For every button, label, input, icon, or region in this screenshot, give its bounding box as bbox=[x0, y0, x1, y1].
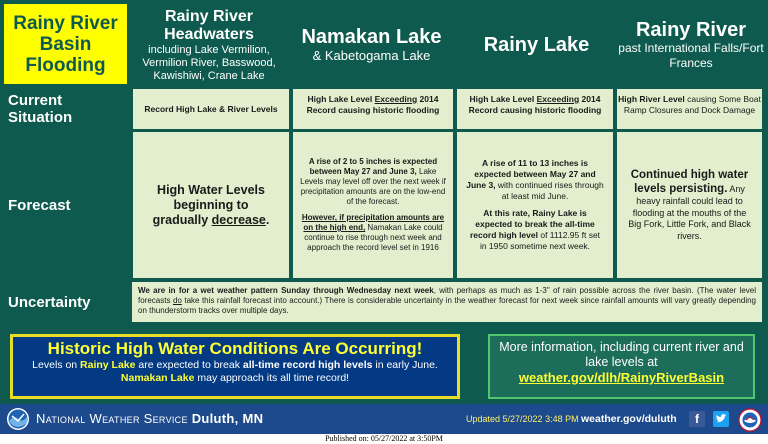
forecast-rainy-river bbox=[617, 132, 762, 278]
current-rainy-lake-ul: Exceeding bbox=[536, 94, 580, 104]
uncertainty-text2: take this rainfall forecast into account.) There is considerable uncertainty in the weather forecast for next week since rainfall amounts will vary greatly depending on thunderstorm tracks over multiple days. bbox=[138, 296, 756, 315]
alert-t4: may approach its all time record! bbox=[194, 372, 350, 384]
header-rainy-river-sub: past International Falls/Fort Frances bbox=[618, 41, 764, 70]
forecast-rainy-lake-p2 bbox=[466, 208, 604, 252]
current-rainy-lake bbox=[457, 89, 613, 129]
current-rainy-river-rest: causing Some Boat Ramp Closures and Dock Damage bbox=[623, 94, 761, 115]
row-label-uncertainty: Uncertainty bbox=[8, 293, 91, 311]
header-namakan-sub: & Kabetogama Lake bbox=[312, 48, 431, 63]
twitter-icon[interactable] bbox=[713, 411, 729, 427]
alert-t3: in early June. bbox=[372, 359, 438, 371]
forecast-namakan-p2 bbox=[300, 213, 446, 253]
uncertainty-text bbox=[132, 282, 762, 322]
title-basin-flooding: Rainy River Basin Flooding bbox=[4, 4, 127, 84]
noaa-logo-icon bbox=[6, 407, 30, 431]
more-info-box bbox=[488, 334, 755, 399]
current-rainy-river bbox=[617, 89, 762, 129]
header-rainy-river bbox=[616, 4, 766, 86]
forecast-namakan-p1 bbox=[300, 157, 446, 207]
nws-office-name bbox=[36, 412, 263, 426]
forecast-headwaters-ul: decrease bbox=[211, 212, 266, 227]
forecast-rainy-lake-p1 bbox=[466, 158, 604, 202]
nws-logo-icon bbox=[738, 408, 762, 432]
rainy-river-basin-link[interactable]: weather.gov/dlh/RainyRiverBasin bbox=[518, 370, 725, 385]
current-namakan-ul: Exceeding bbox=[374, 94, 418, 104]
header-namakan bbox=[290, 4, 453, 86]
alert-t2: are expected to break bbox=[135, 359, 243, 371]
forecast-rainy-lake-p2-bold: At this rate, Rainy Lake is expected to break the all-time record high level bbox=[469, 208, 595, 240]
header-rainy-lake bbox=[457, 4, 616, 86]
header-rainy-river-title: Rainy River bbox=[635, 19, 747, 41]
forecast-headwaters-post: . bbox=[265, 212, 270, 227]
header-namakan-title: Namakan Lake bbox=[301, 26, 442, 48]
forecast-headwaters bbox=[133, 132, 289, 278]
forecast-namakan-p1-rest: Lake Levels may level off over the next week if precipitation amounts are on the low-end of the forecast. bbox=[300, 167, 446, 206]
alert-b2: all-time record high levels bbox=[242, 359, 373, 371]
forecast-namakan-p2-rest: Namakan Lake could continue to rise through next week and approach the record level set in 1916 bbox=[304, 223, 443, 252]
nws-office: Duluth, MN bbox=[191, 411, 264, 426]
forecast-rainy-lake-p1-bold: A rise of 11 to 13 inches is expected between May 27 and June 3, bbox=[466, 158, 596, 190]
forecast-headwaters-pre: High Water Levels beginning to gradually bbox=[152, 182, 265, 227]
alert-body bbox=[21, 359, 449, 385]
forecast-rainy-lake-p1-rest: with continued rises through at least mid June. bbox=[495, 180, 604, 201]
forecast-namakan-p1-bold: A rise of 2 to 5 inches is expected between May 27 and June 3, bbox=[308, 157, 438, 176]
published-timestamp: Published on: 05/27/2022 at 3:50PM bbox=[325, 434, 443, 443]
uncertainty-ul: do bbox=[172, 296, 182, 305]
nws-org-prefix: National Weather Service bbox=[36, 411, 192, 426]
forecast-rainy-lake-p2-rest: of 1112.95 ft set in 1950 sometime next week. bbox=[479, 230, 601, 251]
header-rainy-lake-title: Rainy Lake bbox=[483, 34, 590, 56]
current-rainy-river-bold: High River Level bbox=[618, 94, 685, 104]
footer-bar bbox=[0, 404, 768, 434]
forecast-namakan-p2-bold: However, if precipitation amounts are on the high end, bbox=[301, 213, 445, 232]
header-headwaters-sub: including Lake Vermilion, Vermilion River, Basswood, Kawishiwi, Crane Lake bbox=[142, 43, 276, 82]
current-namakan bbox=[293, 89, 453, 129]
more-info-text: More information, including current river and lake levels at bbox=[499, 340, 744, 369]
alert-b1: Rainy Lake bbox=[80, 359, 136, 371]
current-headwaters: Record High Lake & River Levels bbox=[133, 89, 289, 129]
current-namakan-suffix: 2014 Record causing historic flooding bbox=[306, 94, 440, 115]
current-rainy-lake-prefix: High Lake Level bbox=[469, 94, 537, 104]
uncertainty-bold: We are in for a wet weather pattern Sunday through Wednesday next week bbox=[138, 286, 434, 295]
forecast-rainy-river-text bbox=[625, 168, 754, 242]
historic-alert-box bbox=[10, 334, 460, 399]
uncertainty-text1: , with perhaps as much as 1-3" of rain possible across the river basin. (The water level forecasts bbox=[138, 286, 756, 305]
current-rainy-lake-suffix: 2014 Record causing historic flooding bbox=[468, 94, 602, 115]
facebook-icon[interactable]: f bbox=[689, 411, 705, 427]
current-namakan-prefix: High Lake Level bbox=[307, 94, 375, 104]
header-headwaters bbox=[130, 4, 288, 86]
alert-b3: Namakan Lake bbox=[120, 372, 195, 384]
updated-timestamp: Updated 5/27/2022 3:48 PM bbox=[466, 414, 579, 424]
forecast-rainy-river-bold: Continued high water levels persisting. bbox=[630, 169, 749, 195]
header-headwaters-title: Rainy River Headwaters bbox=[164, 7, 254, 43]
alert-title: Historic High Water Conditions Are Occurring! bbox=[47, 339, 423, 358]
forecast-headwaters-text bbox=[145, 183, 277, 228]
row-label-current: Current Situation bbox=[8, 92, 73, 126]
nws-duluth-link[interactable]: weather.gov/duluth bbox=[581, 413, 677, 425]
forecast-namakan bbox=[293, 132, 453, 278]
forecast-rainy-lake bbox=[457, 132, 613, 278]
alert-t1: Levels on bbox=[32, 359, 81, 371]
forecast-rainy-river-rest: Any heavy rainfall could lead to flooding at the mouths of the Big Fork, Little Fork, and Black rivers. bbox=[628, 184, 751, 241]
row-label-forecast: Forecast bbox=[8, 196, 71, 214]
